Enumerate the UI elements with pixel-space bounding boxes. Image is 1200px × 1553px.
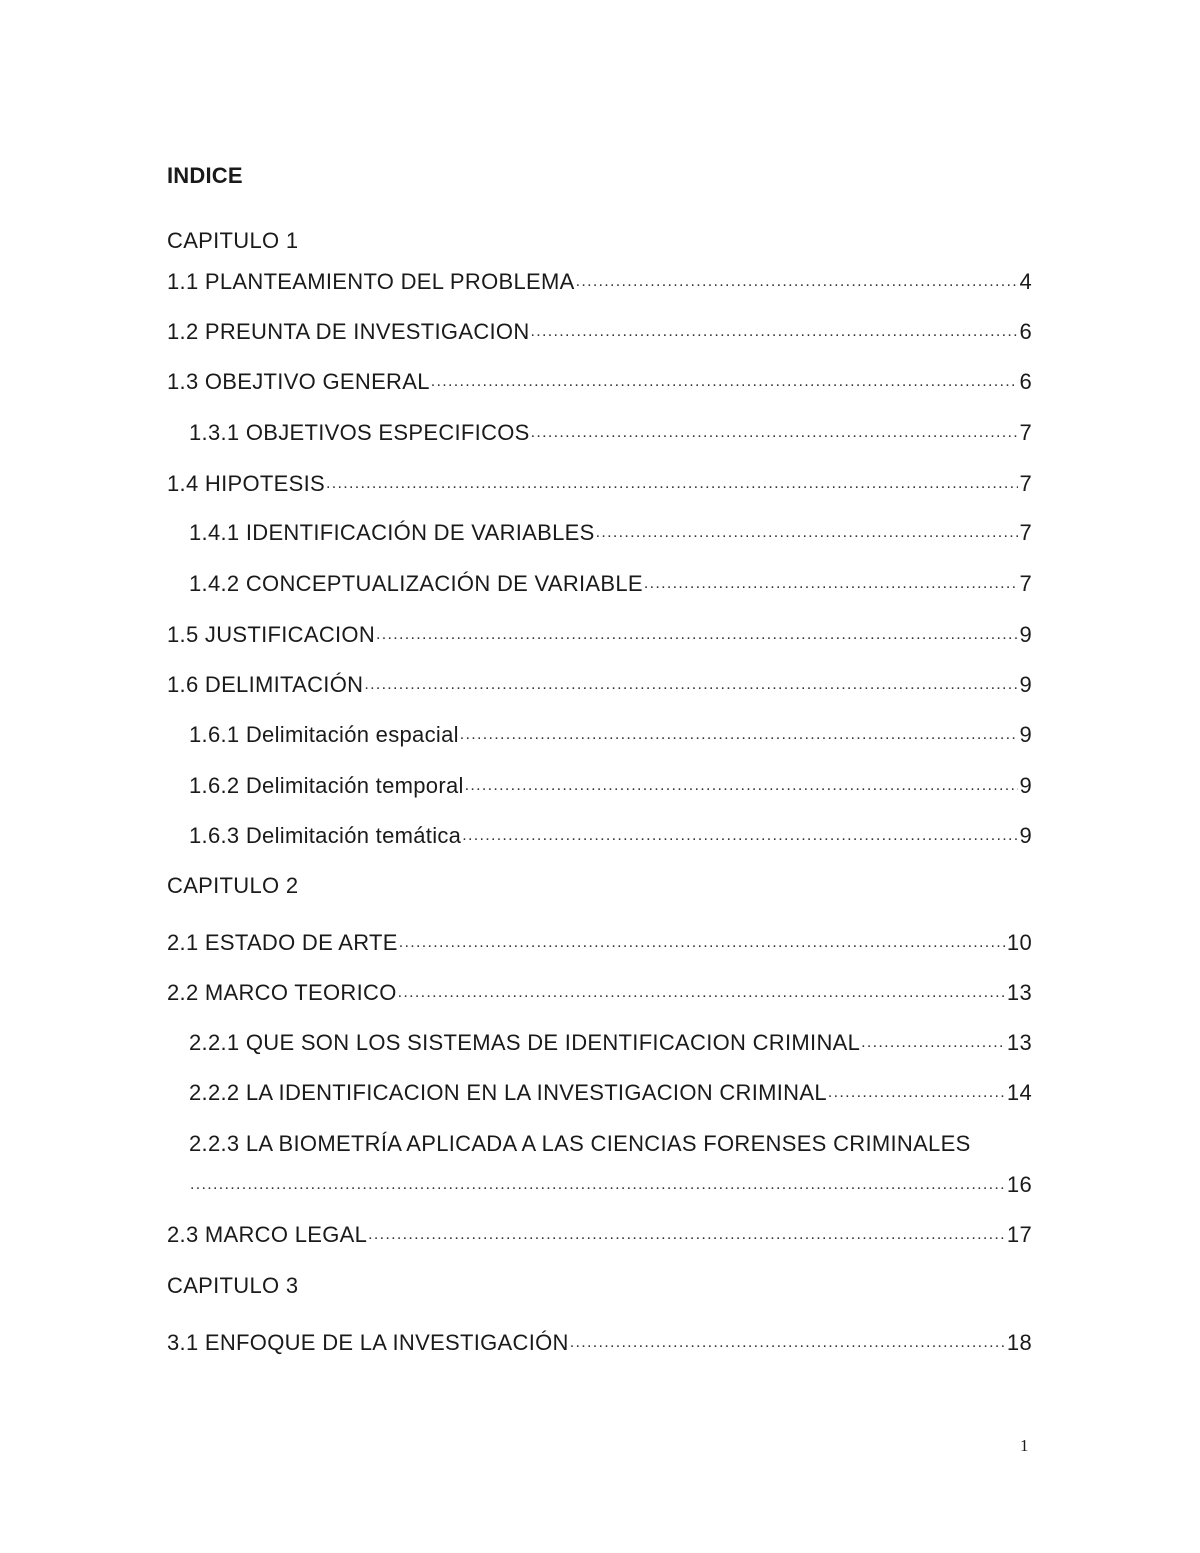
toc-entry-label: 1.2 PREUNTA DE INVESTIGACION: [167, 319, 530, 344]
dot-leader: [465, 773, 1019, 799]
dot-leader: [376, 622, 1018, 648]
toc-entry-page: 7: [1019, 520, 1032, 545]
toc-entry-label: 1.4.2 CONCEPTUALIZACIÓN DE VARIABLE: [189, 571, 643, 596]
dot-leader: [399, 930, 1006, 956]
dot-leader: [460, 722, 1019, 748]
toc-entry-page: 13: [1006, 980, 1032, 1005]
toc-entry-2-2-3-label[interactable]: 2.2.3 LA BIOMETRÍA APLICADA A LAS CIENCIAS FORENSES CRIMINALES: [189, 1131, 971, 1156]
toc-entry-1-6-1[interactable]: [189, 722, 1032, 748]
toc-entry-page: 4: [1019, 269, 1032, 294]
toc-entry-page: 6: [1019, 369, 1032, 394]
toc-entry-label: 2.1 ESTADO DE ARTE: [167, 930, 398, 955]
toc-entry-label: 1.1 PLANTEAMIENTO DEL PROBLEMA: [167, 269, 575, 294]
toc-entry-1-4-2[interactable]: [189, 571, 1032, 597]
toc-entry-page: 9: [1019, 622, 1032, 647]
toc-entry-label: 1.6 DELIMITACIÓN: [167, 672, 364, 697]
dot-leader: [531, 420, 1019, 446]
toc-entry-1-5[interactable]: [167, 622, 1032, 648]
dot-leader: [398, 980, 1006, 1006]
toc-entry-1-1[interactable]: [167, 269, 1032, 295]
dot-leader: [644, 571, 1019, 597]
dot-leader: [364, 672, 1018, 698]
dot-leader: [570, 1330, 1006, 1356]
dot-leader: [368, 1222, 1006, 1248]
toc-entry-page: 17: [1006, 1222, 1032, 1247]
toc-entry-2-3[interactable]: [167, 1222, 1032, 1248]
chapter-2-heading: CAPITULO 2: [167, 873, 299, 898]
chapter-1-heading: CAPITULO 1: [167, 228, 299, 253]
toc-entry-page: 9: [1019, 722, 1032, 747]
toc-entry-1-6-2[interactable]: [189, 773, 1032, 799]
toc-entry-page: 7: [1019, 420, 1032, 445]
toc-entry-1-4-1[interactable]: [189, 520, 1032, 546]
toc-entry-page: 9: [1019, 773, 1032, 798]
index-title: INDICE: [167, 163, 243, 188]
dot-leader: [462, 823, 1018, 849]
toc-entry-label: 1.3.1 OBJETIVOS ESPECIFICOS: [189, 420, 530, 445]
toc-entry-label: 1.6.2 Delimitación temporal: [189, 773, 464, 798]
toc-entry-2-2[interactable]: [167, 980, 1032, 1006]
toc-entry-label: 3.1 ENFOQUE DE LA INVESTIGACIÓN: [167, 1330, 569, 1355]
toc-entry-page: 9: [1019, 672, 1032, 697]
dot-leader: [531, 319, 1019, 345]
toc-entry-label: 1.3 OBEJTIVO GENERAL: [167, 369, 430, 394]
toc-entry-label: 1.5 JUSTIFICACION: [167, 622, 376, 647]
toc-entry-page: 10: [1006, 930, 1032, 955]
toc-entry-1-3-1[interactable]: [189, 420, 1032, 446]
toc-entry-label: 2.2.2 LA IDENTIFICACION EN LA INVESTIGACION CRIMINAL: [189, 1080, 827, 1105]
toc-entry-2-2-2[interactable]: [189, 1080, 1032, 1106]
toc-entry-label: 1.6.3 Delimitación temática: [189, 823, 462, 848]
toc-entry-page: 18: [1006, 1330, 1032, 1355]
dot-leader: [431, 369, 1019, 395]
dot-leader: [828, 1080, 1006, 1106]
toc-entry-2-2-1[interactable]: [189, 1030, 1032, 1056]
toc-entry-1-3[interactable]: [167, 369, 1032, 395]
toc-entry-1-4[interactable]: [167, 471, 1032, 497]
toc-entry-label: 1.6.1 Delimitación espacial: [189, 722, 459, 747]
dot-leader: [596, 520, 1019, 546]
toc-entry-label: 2.2 MARCO TEORICO: [167, 980, 397, 1005]
toc-entry-2-1[interactable]: [167, 930, 1032, 956]
toc-entry-label: 1.4.1 IDENTIFICACIÓN DE VARIABLES: [189, 520, 595, 545]
dot-leader: [576, 269, 1019, 295]
toc-entry-page: 6: [1019, 319, 1032, 344]
toc-entry-3-1[interactable]: [167, 1330, 1032, 1356]
toc-entry-2-2-3[interactable]: [189, 1172, 1032, 1198]
toc-entry-page: 9: [1019, 823, 1032, 848]
dot-leader: [861, 1030, 1006, 1056]
dot-leader: [326, 471, 1018, 497]
toc-entry-1-6-3[interactable]: [189, 823, 1032, 849]
toc-entry-label: 1.4 HIPOTESIS: [167, 471, 325, 496]
toc-entry-label: 2.2.1 QUE SON LOS SISTEMAS DE IDENTIFICACION CRIMINAL: [189, 1030, 861, 1055]
toc-entry-page: 7: [1019, 471, 1032, 496]
toc-entry-page: 14: [1006, 1080, 1032, 1105]
toc-entry-1-2[interactable]: [167, 319, 1032, 345]
chapter-3-heading: CAPITULO 3: [167, 1273, 299, 1298]
toc-entry-1-6[interactable]: [167, 672, 1032, 698]
page-number: 1: [1020, 1436, 1029, 1455]
toc-entry-page: 16: [1006, 1172, 1032, 1197]
toc-entry-page: 13: [1006, 1030, 1032, 1055]
toc-entry-page: 7: [1019, 571, 1032, 596]
toc-entry-label: 2.3 MARCO LEGAL: [167, 1222, 368, 1247]
dot-leader: [190, 1172, 1006, 1198]
